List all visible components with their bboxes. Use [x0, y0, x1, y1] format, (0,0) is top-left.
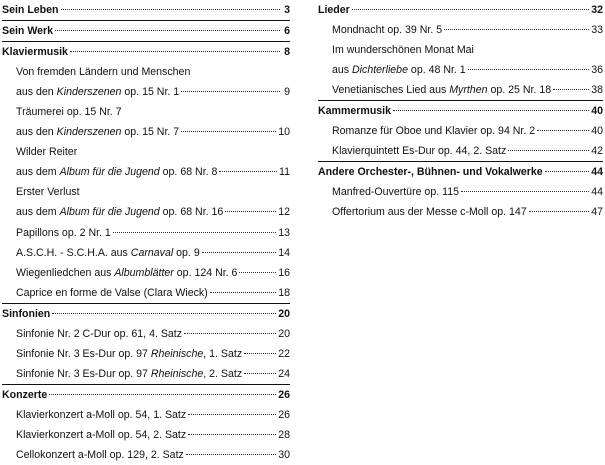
toc-entry[interactable]: [2, 263, 290, 283]
title-text: op. 68 Nr. 8: [159, 166, 218, 179]
toc-entry[interactable]: [2, 142, 290, 162]
page-number: 16: [278, 266, 290, 279]
toc-entry[interactable]: [2, 102, 290, 122]
toc-entry[interactable]: [2, 202, 290, 222]
work-title-italic: Albumblätter: [114, 266, 174, 279]
page-number: 33: [591, 24, 603, 37]
page-number: 8: [284, 46, 290, 59]
page-number: 26: [278, 388, 290, 401]
page-number: 44: [591, 186, 603, 199]
dot-leader: [225, 201, 276, 213]
dot-leader: [49, 383, 276, 395]
toc-entry[interactable]: [318, 121, 603, 141]
dot-leader: [545, 161, 590, 173]
toc-entry-title: Sinfonie Nr. 2 C-Dur op. 61, 4. Satz: [16, 327, 183, 340]
toc-entry-title: Sinfonien: [2, 307, 51, 320]
title-text: aus dem: [16, 206, 60, 219]
page-number: 20: [278, 307, 290, 320]
dot-leader: [184, 322, 276, 334]
dot-leader: [113, 221, 276, 233]
toc-entry-title: Lieder: [318, 4, 350, 16]
dot-leader: [219, 161, 277, 173]
dot-leader: [468, 59, 590, 71]
dot-leader: [537, 120, 589, 132]
title-text: Sinfonie Nr. 3 Es-Dur op. 97: [16, 367, 151, 380]
toc-entry-title: Klavierquintett Es-Dur op. 44, 2. Satz: [332, 145, 507, 158]
title-text: op. 68 Nr. 16: [159, 206, 224, 219]
toc-entry-title: [332, 60, 466, 80]
toc-entry[interactable]: [318, 202, 603, 222]
title-text: A.S.C.H. - S.C.H.A. aus: [16, 246, 131, 259]
toc-entry-title: Mondnacht op. 39 Nr. 5: [332, 24, 443, 37]
page-number: 12: [278, 206, 290, 219]
toc-section-heading[interactable]: [2, 384, 290, 405]
page-number: 9: [284, 86, 290, 99]
page-number: 6: [284, 25, 290, 38]
work-title-italic: Album für die Jugend: [59, 166, 160, 179]
dot-leader: [181, 81, 280, 93]
work-title-italic: Kinderszenen: [56, 86, 122, 99]
dot-leader: [393, 100, 589, 112]
toc-entry[interactable]: [2, 364, 290, 384]
dot-leader: [181, 121, 276, 133]
toc-left-column: [2, 0, 290, 465]
dot-leader: [352, 0, 589, 10]
toc-entry[interactable]: [318, 60, 603, 80]
toc-section-heading[interactable]: [2, 0, 290, 21]
toc-entry-title: [16, 263, 237, 283]
toc-entry[interactable]: [2, 82, 290, 102]
title-text: aus: [332, 64, 353, 77]
toc-section-heading[interactable]: [318, 0, 603, 20]
dot-leader: [244, 362, 276, 374]
page-number: 38: [591, 84, 603, 97]
title-text: op. 48 Nr. 1: [407, 64, 466, 77]
toc-entry-title: [16, 364, 242, 384]
dot-leader: [210, 281, 276, 293]
toc-entry-title: Sein Leben: [2, 4, 59, 16]
dot-leader: [70, 41, 280, 53]
page-number: 28: [278, 428, 290, 441]
title-text: , 1. Satz: [203, 347, 243, 360]
work-title-italic: Dichterliebe: [352, 64, 408, 77]
dot-leader: [188, 423, 276, 435]
toc-entry-title: [16, 162, 217, 182]
work-title-italic: Rheinische: [150, 347, 204, 360]
page-number: 14: [278, 246, 290, 259]
toc-entry-title: [16, 122, 179, 142]
title-text: op. 9: [173, 246, 200, 259]
page-number: 3: [284, 4, 290, 16]
dot-leader: [202, 241, 276, 253]
page-number: 13: [278, 226, 290, 239]
toc-entry[interactable]: [2, 344, 290, 364]
title-text: op. 15 Nr. 1: [121, 86, 180, 99]
dot-leader: [239, 261, 276, 273]
page-number: 32: [591, 4, 603, 16]
dot-leader: [61, 0, 280, 10]
title-text: op. 25 Nr. 18: [487, 84, 552, 97]
title-text: op. 15 Nr. 7: [121, 126, 180, 139]
work-title-italic: Carnaval: [130, 246, 174, 259]
page-number: 11: [279, 166, 290, 179]
page-number: 22: [278, 347, 290, 360]
dot-leader: [508, 140, 589, 152]
toc-entry[interactable]: [2, 405, 290, 425]
toc-entry-title: Offertorium aus der Messe c-Moll op. 147: [332, 206, 527, 219]
toc-section-heading[interactable]: [318, 100, 603, 121]
toc-entry-title: Klaviermusik: [2, 46, 68, 59]
title-text: aus den: [16, 86, 57, 99]
toc-entry-title: Cellokonzert a-Moll op. 129, 2. Satz: [16, 449, 184, 462]
toc-entry[interactable]: [318, 20, 603, 40]
page-number: 10: [278, 126, 290, 139]
toc-entry-title: Im wunderschönen Monat Mai: [332, 44, 474, 57]
toc-entry-title: Wilder Reiter: [16, 146, 78, 159]
toc-entry-title: Klavierkonzert a-Moll op. 54, 2. Satz: [16, 428, 187, 441]
title-text: , 2. Satz: [203, 367, 243, 380]
toc-section-heading[interactable]: [2, 42, 290, 62]
toc-entry[interactable]: [2, 283, 290, 303]
title-text: Sinfonie Nr. 3 Es-Dur op. 97: [16, 347, 151, 360]
toc-entry-title: Andere Orchester-, Bühnen- und Vokalwerke: [318, 166, 543, 179]
page-number: 36: [591, 64, 603, 77]
page-number: 40: [591, 105, 603, 118]
page-number: 26: [278, 408, 290, 421]
toc-entry-title: Romanze für Oboe und Klavier op. 94 Nr. 2: [332, 125, 536, 138]
toc-entry[interactable]: [2, 62, 290, 82]
page-number: 42: [591, 145, 603, 158]
toc-entry[interactable]: [318, 80, 603, 100]
toc-entry[interactable]: [2, 445, 290, 465]
dot-leader: [52, 302, 276, 314]
title-text: aus dem: [16, 166, 60, 179]
toc-entry-title: Manfred-Ouvertüre op. 115: [332, 186, 459, 199]
toc-entry[interactable]: [2, 162, 290, 182]
toc-entry[interactable]: [2, 425, 290, 445]
toc-entry[interactable]: [2, 182, 290, 202]
toc-entry-title: Kammermusik: [318, 105, 392, 118]
dot-leader: [186, 443, 276, 455]
toc-entry-title: Träumerei op. 15 Nr. 7: [16, 106, 122, 119]
toc-entry-title: [16, 82, 179, 102]
page-number: 40: [591, 125, 603, 138]
toc-entry-title: Konzerte: [2, 388, 48, 401]
dot-leader: [461, 181, 589, 193]
dot-leader: [553, 79, 589, 91]
toc-entry-title: [16, 344, 242, 364]
title-text: Venetianisches Lied aus: [332, 84, 450, 97]
toc-entry-title: [16, 243, 200, 263]
work-title-italic: Rheinische: [150, 367, 204, 380]
title-text: op. 124 Nr. 6: [173, 266, 238, 279]
toc-entry[interactable]: [2, 243, 290, 263]
toc-section-heading[interactable]: [2, 303, 290, 324]
page-number: 24: [278, 367, 290, 380]
work-title-italic: Album für die Jugend: [59, 206, 160, 219]
toc-section-heading[interactable]: [2, 21, 290, 42]
toc-entry-title: Caprice en forme de Valse (Clara Wieck): [16, 286, 208, 299]
title-text: aus den: [16, 126, 57, 139]
page-number: 18: [278, 286, 290, 299]
toc-entry-title: [16, 202, 223, 222]
toc-right-column: [318, 0, 603, 223]
dot-leader: [55, 19, 280, 31]
toc-entry[interactable]: [2, 324, 290, 344]
page-number: 20: [278, 327, 290, 340]
title-text: Wiegenliedchen aus: [16, 266, 115, 279]
toc-entry[interactable]: [318, 141, 603, 161]
toc-entry-title: Sein Werk: [2, 25, 54, 38]
page-number: 44: [591, 166, 603, 179]
dot-leader: [188, 403, 276, 415]
toc-entry-title: Klavierkonzert a-Moll op. 54, 1. Satz: [16, 408, 187, 421]
dot-leader: [244, 342, 276, 354]
toc-entry-title: Von fremden Ländern und Menschen: [16, 66, 191, 79]
toc-entry[interactable]: [318, 182, 603, 202]
toc-entry[interactable]: [2, 223, 290, 243]
dot-leader: [444, 18, 589, 30]
toc-entry-title: Erster Verlust: [16, 186, 80, 199]
page-number: 30: [278, 449, 290, 462]
work-title-italic: Kinderszenen: [56, 126, 122, 139]
dot-leader: [529, 201, 590, 213]
work-title-italic: Myrthen: [449, 84, 488, 97]
toc-entry-title: [332, 80, 551, 100]
toc-entry-title: Papillons op. 2 Nr. 1: [16, 226, 111, 239]
toc-entry[interactable]: [318, 40, 603, 60]
toc-section-heading[interactable]: [318, 161, 603, 182]
toc-entry[interactable]: [2, 122, 290, 142]
page-number: 47: [591, 206, 603, 219]
